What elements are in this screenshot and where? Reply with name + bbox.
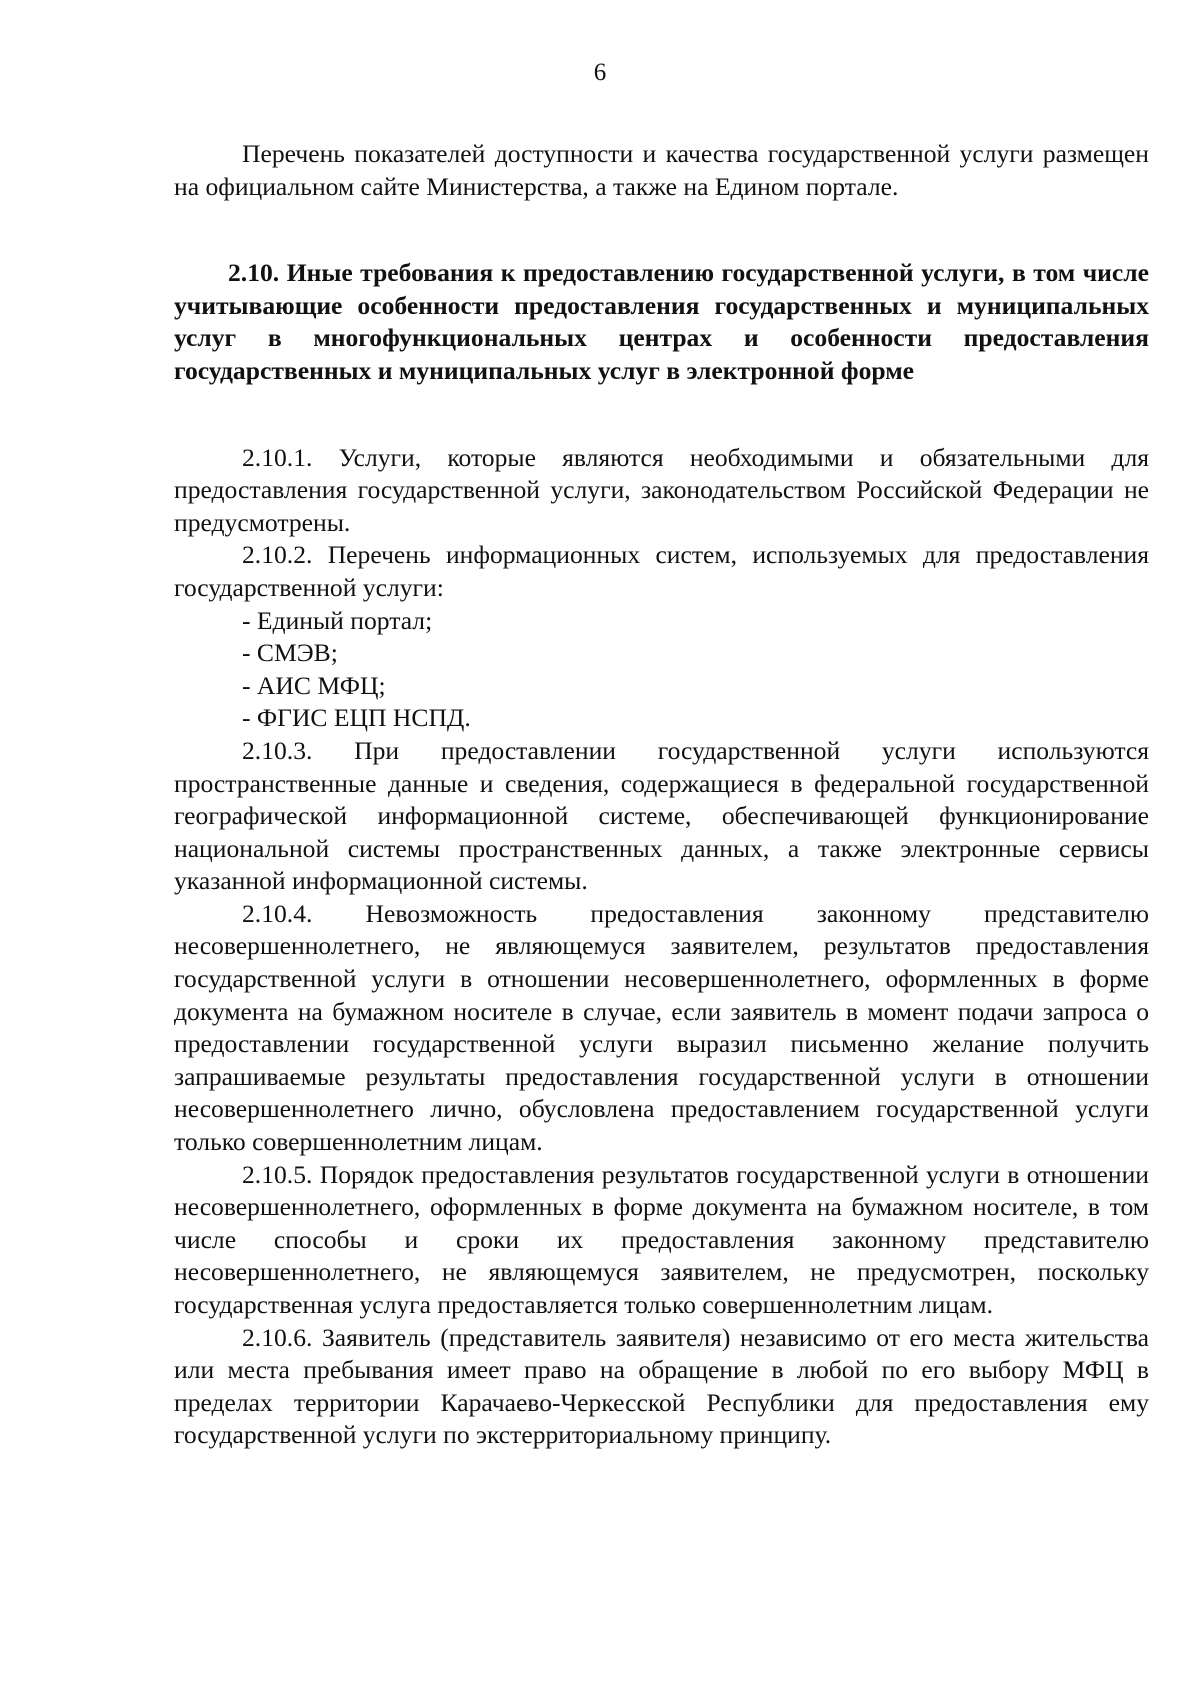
- clause-2-10-6: 2.10.6. Заявитель (представитель заявителя) независимо от его места жительства или места пребывания имеет право на обращение в любой по его выбору МФЦ в пределах территории Карачаево-Черкесской Республики для предоставления ему государственной услуги по экстерриториальному принципу.: [174, 1322, 1149, 1450]
- page-number: 6: [593, 59, 607, 86]
- intro-paragraph: Перечень показателей доступности и качества государственной услуги размещен на официальном сайте Министерства, а также на Едином портале.: [174, 139, 1149, 201]
- information-systems-list: [174, 605, 1149, 735]
- clause-2-10-5: 2.10.5. Порядок предоставления результатов государственной услуги в отношении несовершеннолетнего, оформленных в форме документа на бумажном носителе, в том числе способы и сроки их предоставления законному представителю несовершеннолетнего, не являющемуся заявителем, не предусмотрен, поскольку государственная услуга предоставляется только совершеннолетним лицам.: [174, 1159, 1149, 1319]
- list-item: - ФГИС ЕЦП НСПД.: [174, 702, 1149, 735]
- clause-2-10-1: 2.10.1. Услуги, которые являются необходимыми и обязательными для предоставления государственной услуги, законодательством Российской Федерации не предусмотрены.: [174, 442, 1149, 537]
- clause-2-10-3: 2.10.3. При предоставлении государственной услуги используются пространственные данные и сведения, содержащиеся в федеральной государственной географической информационной системе, обеспечивающей функционирование национальной системы пространственных данных, а также электронные сервисы указанной информационной системы.: [174, 735, 1149, 896]
- section-spacer: [174, 388, 1149, 442]
- document-body: [174, 138, 1149, 1452]
- list-item: - СМЭВ;: [174, 637, 1149, 670]
- clause-2-10-4: 2.10.4. Невозможность предоставления законному представителю несовершеннолетнего, не являющемуся заявителем, результатов предоставления государственной услуги в отношении несовершеннолетнего, оформленных в форме документа на бумажном носителе в случае, если заявитель в момент подачи запроса о предоставлении государственной услуги выразил письменно желание получить запрашиваемые результаты предоставления государственной услуги в отношении несовершеннолетнего лично, обусловлена предоставлением государственной услуги только совершеннолетним лицам.: [174, 898, 1149, 1157]
- list-item: - Единый портал;: [174, 605, 1149, 638]
- clause-2-10-2: 2.10.2. Перечень информационных систем, используемых для предоставления государственной услуги:: [174, 540, 1149, 602]
- section-heading: 2.10. Иные требования к предоставлению государственной услуги, в том числе учитывающие особенности предоставления государственных и муниципальных услуг в многофункциональных центрах и особенности предоставления государственных и муниципальных услуг в электронной форме: [174, 258, 1149, 385]
- list-item: - АИС МФЦ;: [174, 670, 1149, 703]
